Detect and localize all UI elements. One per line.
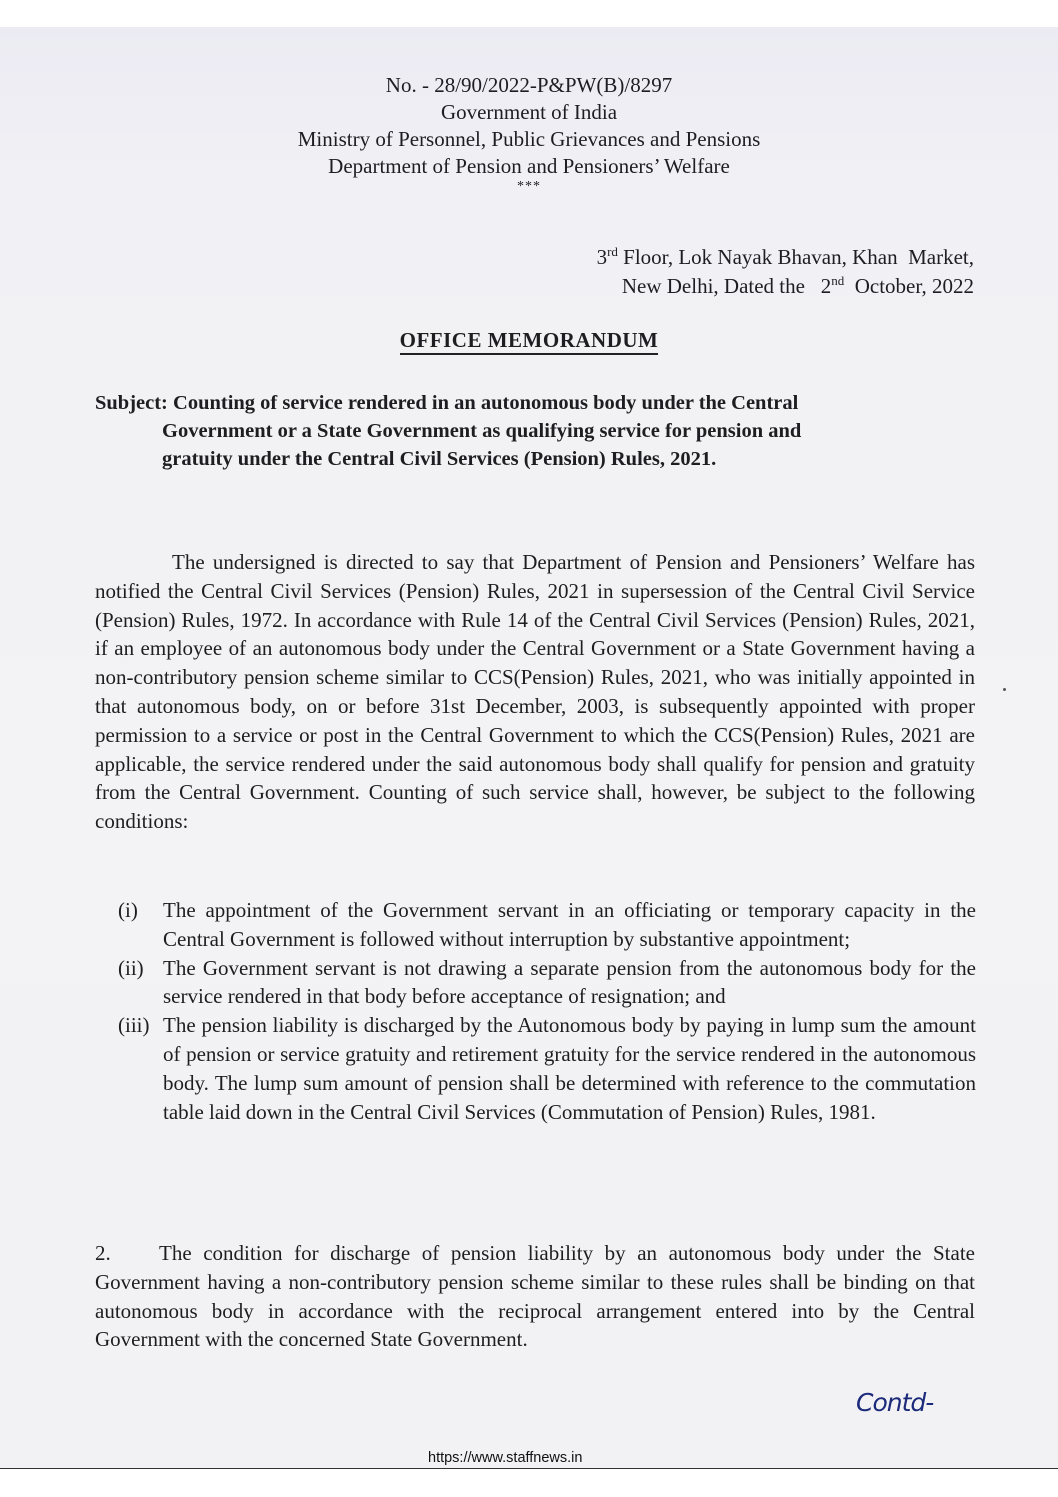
- government-name: Government of India: [440, 100, 618, 124]
- date-prefix: New Delhi, Dated the: [621, 274, 821, 298]
- date-line: [597, 272, 974, 301]
- date-day-suffix: nd: [831, 273, 845, 288]
- condition-number: (ii): [118, 955, 144, 980]
- document-title: [0, 328, 1058, 353]
- floor-suffix: rd: [607, 244, 618, 259]
- address-block: [597, 243, 974, 301]
- letterhead: [0, 72, 1058, 194]
- condition-item: [118, 896, 976, 954]
- floor-number: 3: [596, 245, 608, 269]
- condition-number: (i): [118, 898, 138, 922]
- condition-item: [118, 954, 976, 1012]
- conditions-list: [118, 896, 976, 1126]
- address-line-1: [597, 243, 974, 272]
- scan-speck: [1003, 688, 1006, 691]
- footer-margin: [0, 1469, 1058, 1497]
- condition-text: The pension liability is discharged by the Autonomous body by paying in lump sum the amount of pension or service gratuity and retirement gratuity for the service rendered in the autonomous body. The lump sum amount of pension shall be determined with reference to the commutation table laid down in the Central Civil Services (Commutation of Pension) Rules, 1981.: [163, 1013, 976, 1124]
- condition-number: (iii): [118, 1013, 150, 1038]
- footer-source-link[interactable]: https://www.staffnews.in: [428, 1450, 583, 1466]
- condition-item: [118, 1011, 976, 1126]
- subject-line-1: Counting of service rendered in an autonomous body under the Central: [167, 392, 799, 414]
- subject-line-3: gratuity under the Central Civil Services (Pension) Rules, 2021.: [162, 448, 717, 470]
- reference-number: No. - 28/90/2022-P&PW(B)/8297: [385, 73, 673, 97]
- date-month-year: October, 2022: [844, 274, 974, 298]
- address-text: Floor, Lok Nayak Bhavan, Khan Market,: [617, 245, 974, 269]
- condition-text: The appointment of the Government servant in an officiating or temporary capacity in the Central Government is followed without interruption by substantive appointment;: [163, 898, 976, 951]
- ministry-name: Ministry of Personnel, Public Grievances and Pensions: [297, 127, 761, 151]
- subject-line-2: Government or a State Government as qualifying service for pension and: [162, 420, 802, 442]
- paragraph-number: 2.: [95, 1241, 111, 1265]
- handwritten-contd-note: Contd-: [856, 1388, 934, 1417]
- separator-stars: ***: [517, 179, 541, 194]
- paragraph-2-text: The condition for discharge of pension liability by an autonomous body under the State Government having a non-contributory pension scheme similar to these rules shall be binding on that autonomous body in accordance with the reciprocal arrangement entered into by the Central Government with the concerned State Government.: [95, 1241, 975, 1352]
- condition-text: The Government servant is not drawing a separate pension from the autonomous body for the service rendered in that body before acceptance of resignation; and: [163, 955, 976, 1009]
- paragraph-1: The undersigned is directed to say that Department of Pension and Pensioners’ Welfare has notified the Central Civil Services (Pension) Rules, 2021 in supersession of the Central Civil Service (Pension) Rules, 1972. In accordance with Rule 14 of the Central Civil Services (Pension) Rules, 2021, if an employee of an autonomous body under the Central Government or a State Government having a non-contributory pension scheme similar to CCS(Pension) Rules, 2021, who was initially appointed in that autonomous body, on or before 31st December, 2003, is subsequently appointed with proper permission to a service or post in the Central Government to which the CCS(Pension) Rules, 2021 are applicable, the service rendered under the said autonomous body shall qualify for pension and gratuity from the Central Government. Counting of such service shall, however, be subject to the following conditions:: [95, 550, 975, 834]
- department-name: Department of Pension and Pensioners’ Welfare: [328, 154, 730, 178]
- date-day: 2: [820, 274, 832, 298]
- paragraph-2: [95, 1239, 975, 1354]
- subject-block: [95, 389, 977, 473]
- document-title-text: OFFICE MEMORANDUM: [400, 328, 659, 355]
- subject-label: Subject:: [95, 392, 168, 414]
